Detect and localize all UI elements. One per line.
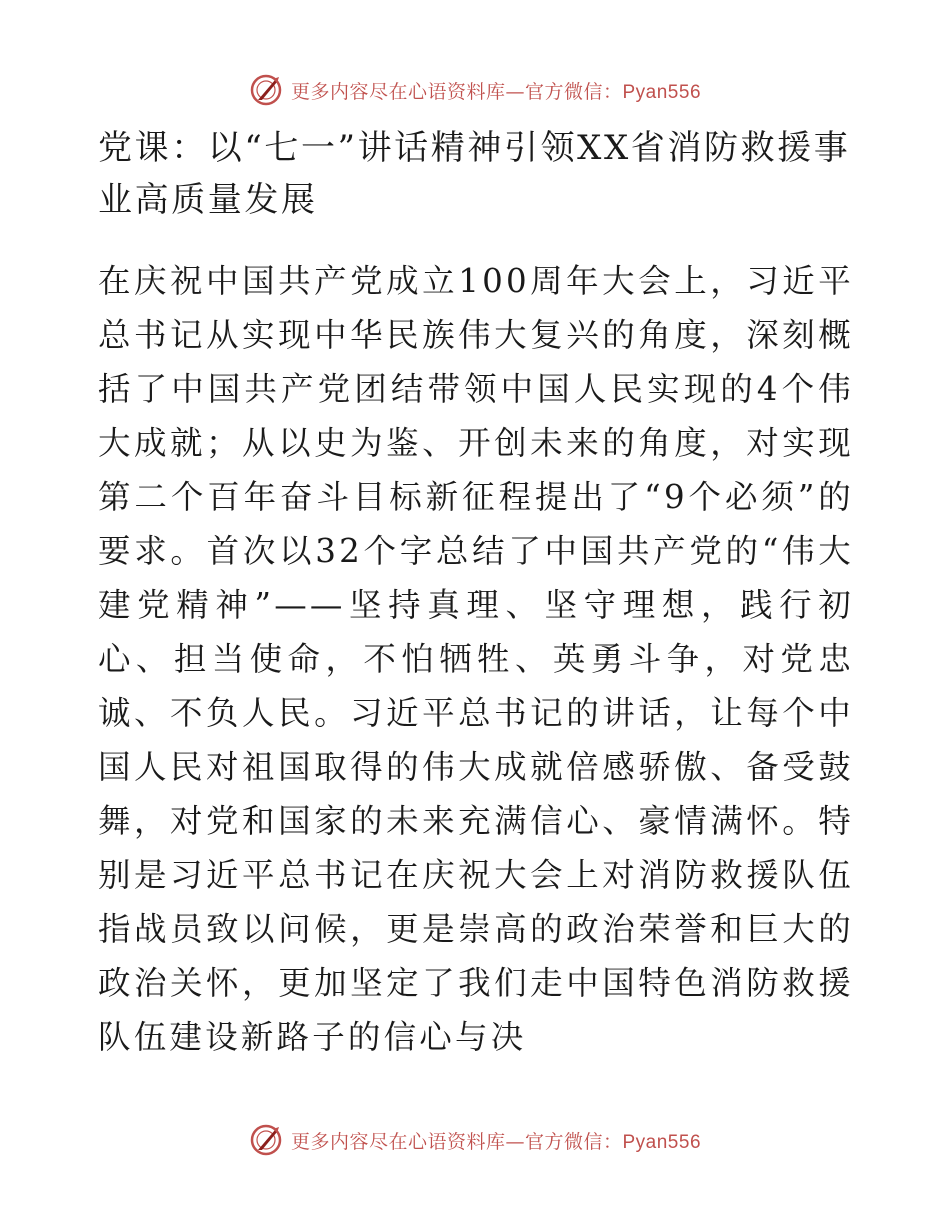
footer-watermark bbox=[0, 1120, 950, 1160]
watermark-text: 更多内容尽在心语资料库—官方微信：Pyan556 bbox=[290, 1130, 702, 1153]
watermark-wechat-id: Pyan556 bbox=[622, 1131, 702, 1153]
quill-seal-icon bbox=[249, 1123, 283, 1157]
watermark-wechat-id: Pyan556 bbox=[622, 81, 702, 103]
body-paragraph: 在庆祝中国共产党成立100周年大会上，习近平总书记从实现中华民族伟大复兴的角度，深刻概括了中国共产党团结带领中国人民实现的4个伟大成就；从以史为鉴、开创未来的角度，对实现第二个百年奋斗目标新征程提出了“9个必须”的要求。首次以32个字总结了中国共产党的“伟大建党精神”——坚持真理、坚守理想，践行初心、担当使命，不怕牺牲、英勇斗争，对党忠诚、不负人民。习近平总书记的讲话，让每个中国人民对祖国取得的伟大成就倍感骄傲、备受鼓舞，对党和国家的未来充满信心、豪情满怀。特别是习近平总书记在庆祝大会上对消防救援队伍指战员致以问候，更是崇高的政治荣誉和巨大的政治关怀，更加坚定了我们走中国特色消防救援队伍建设新路子的信心与决 bbox=[98, 262, 854, 1056]
quill-seal-icon bbox=[249, 73, 283, 107]
watermark-text: 更多内容尽在心语资料库—官方微信：Pyan556 bbox=[290, 80, 702, 103]
document-title: 党课：以“七一”讲话精神引领XX省消防救援事业高质量发展 bbox=[98, 128, 851, 220]
header-watermark bbox=[0, 70, 950, 110]
